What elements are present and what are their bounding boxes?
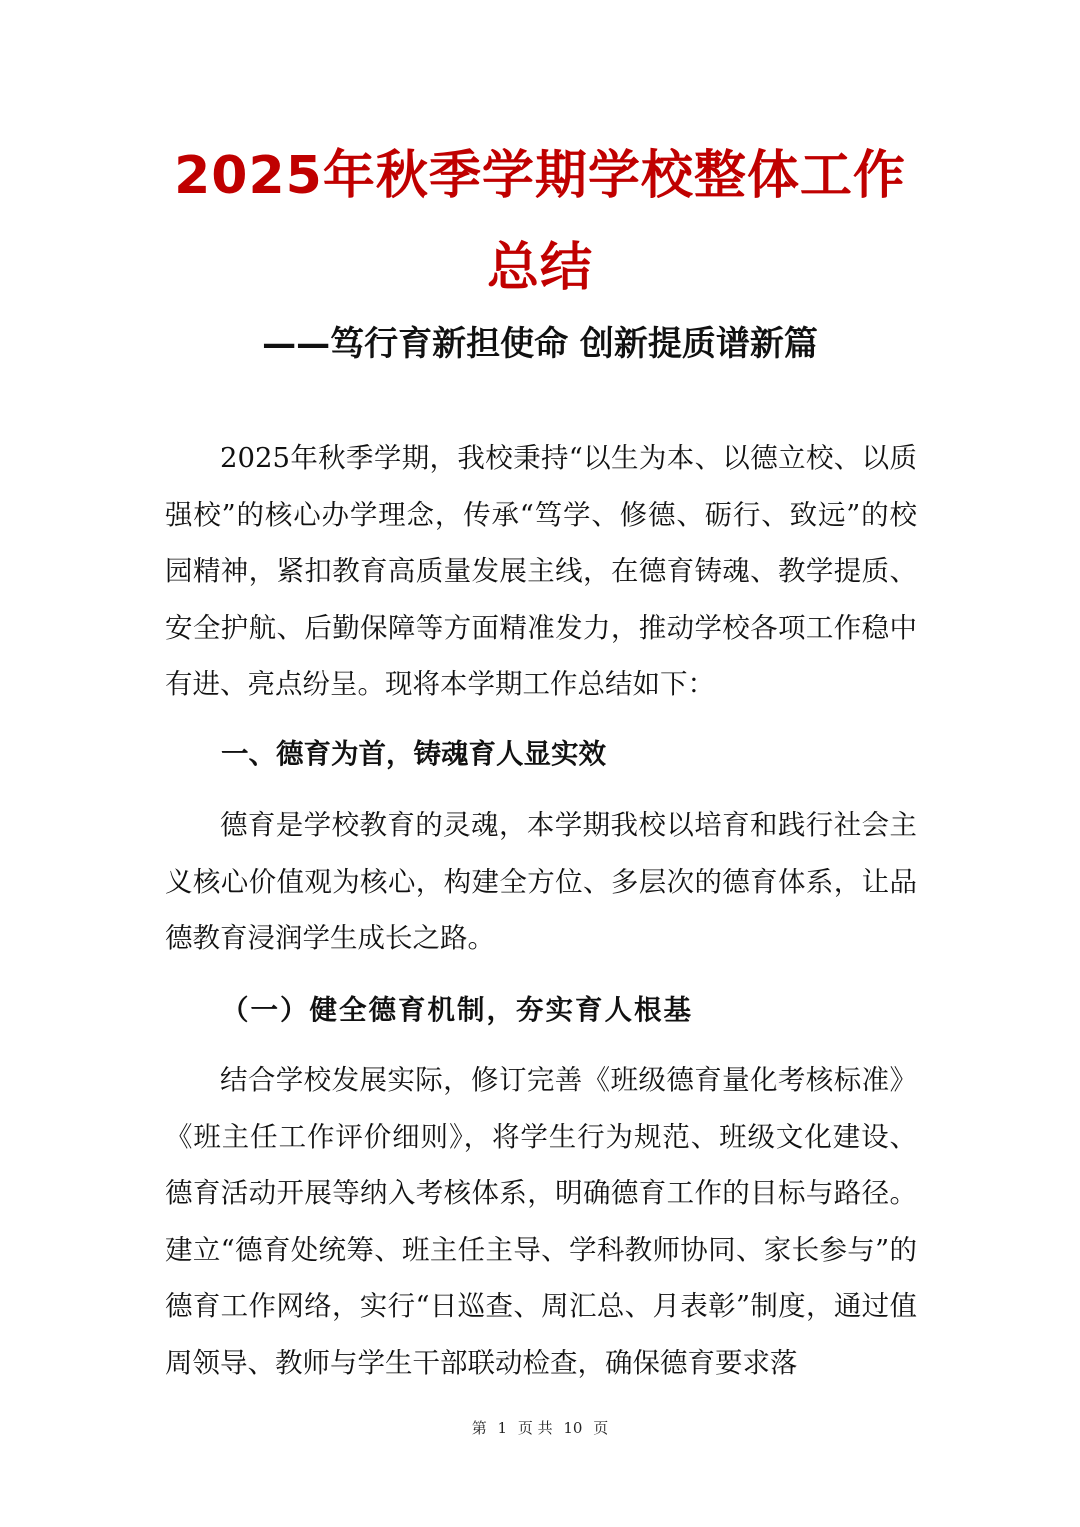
document-subtitle: ——笃行育新担使命 创新提质谱新篇 <box>262 324 818 364</box>
section1-paragraph: 德育是学校教育的灵魂，本学期我校以培育和践行社会主义核心价值观为核心，构建全方位、多层次的德育体系，让品德教育浸润学生成长之路。 <box>165 809 917 954</box>
section-heading-moral-education: 一、德育为首，铸魂育人显实效 <box>221 738 606 770</box>
footer-total-pages: 10 <box>563 1419 583 1437</box>
footer-current-page: 1 <box>497 1419 508 1437</box>
document-title: 2025年秋季学期学校整体工作总结 <box>174 146 906 298</box>
footer-middle: 页 共 <box>517 1419 553 1437</box>
footer-suffix: 页 <box>593 1419 609 1437</box>
intro-paragraph: 2025年秋季学期，我校秉持“以生为本、以德立校、以质强校”的核心办学理念，传承“笃学、修德、砺行、致远”的校园精神，紧扣教育高质量发展主线，在德育铸魂、教学提质、安全护航、后勤保障等方面精准发力，推动学校各项工作稳中有进、亮点纷呈。现将本学期工作总结如下： <box>165 442 917 700</box>
page-footer <box>0 1416 1080 1440</box>
subsection-heading-mechanism: （一）健全德育机制，夯实育人根基 <box>221 994 693 1026</box>
subsection1-paragraph: 结合学校发展实际，修订完善《班级德育量化考核标准》《班主任工作评价细则》，将学生行为规范、班级文化建设、德育活动开展等纳入考核体系，明确德育工作的目标与路径。建立“德育处统筹、班主任主导、学科教师协同、家长参与”的德育工作网络，实行“日巡查、周汇总、月表彰”制度，通过值周领导、教师与学生干部联动检查，确保德育要求落 <box>165 1064 917 1379</box>
footer-prefix: 第 <box>471 1419 487 1437</box>
